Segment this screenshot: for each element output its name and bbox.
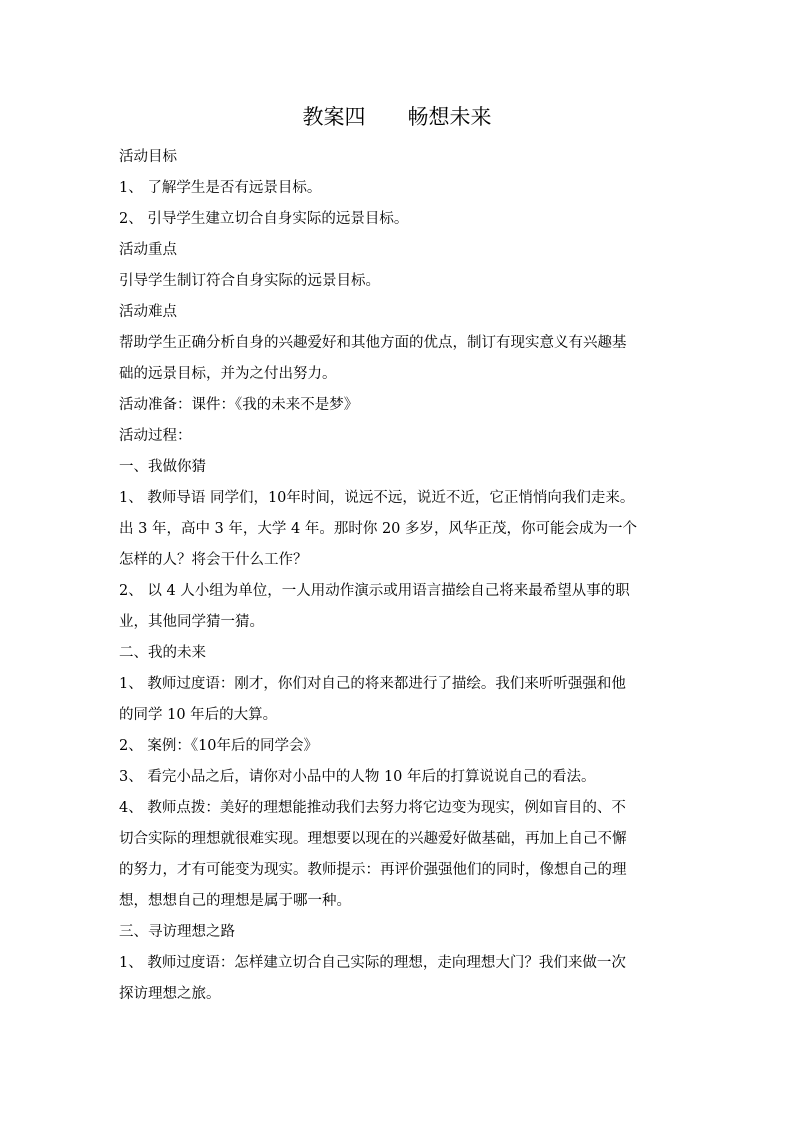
page-title: 教案四 畅想未来: [302, 105, 492, 129]
section-heading-focus: 活动重点: [119, 242, 177, 258]
part2-item1-line-1: 1、 教师过度语：刚才，你们对自己的将来都进行了描绘。我们来听听强强和他: [119, 676, 626, 692]
goal-item-1: 1、 了解学生是否有远景目标。: [119, 180, 322, 196]
part1-item1-line-2: 出 3 年，高中 3 年，大学 4 年。那时你 20 多岁，风华正茂，你可能会成为一个: [119, 521, 637, 537]
part-heading-2: 二、我的未来: [119, 645, 206, 661]
part2-item4-line-4: 想，想想自己的理想是属于哪一种。: [119, 893, 351, 909]
goal-item-2: 2、 引导学生建立切合自身实际的远景目标。: [119, 211, 409, 227]
part2-item3: 3、 看完小品之后，请你对小品中的人物 10 年后的打算说说自己的看法。: [119, 769, 596, 785]
part-heading-3: 三、寻访理想之路: [119, 924, 235, 940]
part1-item1-line-1: 1、 教师导语 同学们，10年时间，说远不远，说近不近，它正悄悄向我们走来。: [119, 490, 635, 506]
focus-text: 引导学生制订符合自身实际的远景目标。: [119, 273, 380, 289]
part3-item1-line-1: 1、 教师过度语：怎样建立切合自己实际的理想，走向理想大门？我们来做一次: [119, 955, 626, 971]
section-heading-difficulty: 活动难点: [119, 304, 177, 320]
part2-item1-line-2: 的同学 10 年后的大算。: [119, 707, 278, 723]
document-body: [119, 142, 677, 1010]
part1-item2-line-2: 业，其他同学猜一猜。: [119, 614, 264, 630]
section-heading-goals: 活动目标: [119, 149, 177, 165]
difficulty-text-line-2: 础的远景目标，并为之付出努力。: [119, 366, 337, 382]
part2-item4-line-1: 4、 教师点拨：美好的理想能推动我们去努力将它边变为现实，例如盲目的、不: [119, 800, 626, 816]
part2-item4-line-2: 切合实际的理想就很难实现。理想要以现在的兴趣爱好做基础，再加上自己不懈: [119, 831, 627, 847]
part-heading-1: 一、我做你猜: [119, 459, 206, 475]
part1-item1-line-3: 怎样的人？将会干什么工作？: [119, 552, 308, 568]
part2-item2: 2、 案例：《10年后的同学会》: [119, 738, 319, 754]
section-heading-process: 活动过程：: [119, 428, 192, 444]
part2-item4-line-3: 的努力，才有可能变为现实。教师提示：再评价强强他们的同时，像想自己的理: [119, 862, 627, 878]
preparation-text: 活动准备：课件：《我的未来不是梦》: [119, 397, 359, 413]
part3-item1-line-2: 探访理想之旅。: [119, 986, 221, 1002]
part1-item2-line-1: 2、 以 4 人小组为单位，一人用动作演示或用语言描绘自己将来最希望从事的职: [119, 583, 630, 599]
difficulty-text-line-1: 帮助学生正确分析自身的兴趣爱好和其他方面的优点，制订有现实意义有兴趣基: [119, 335, 627, 351]
